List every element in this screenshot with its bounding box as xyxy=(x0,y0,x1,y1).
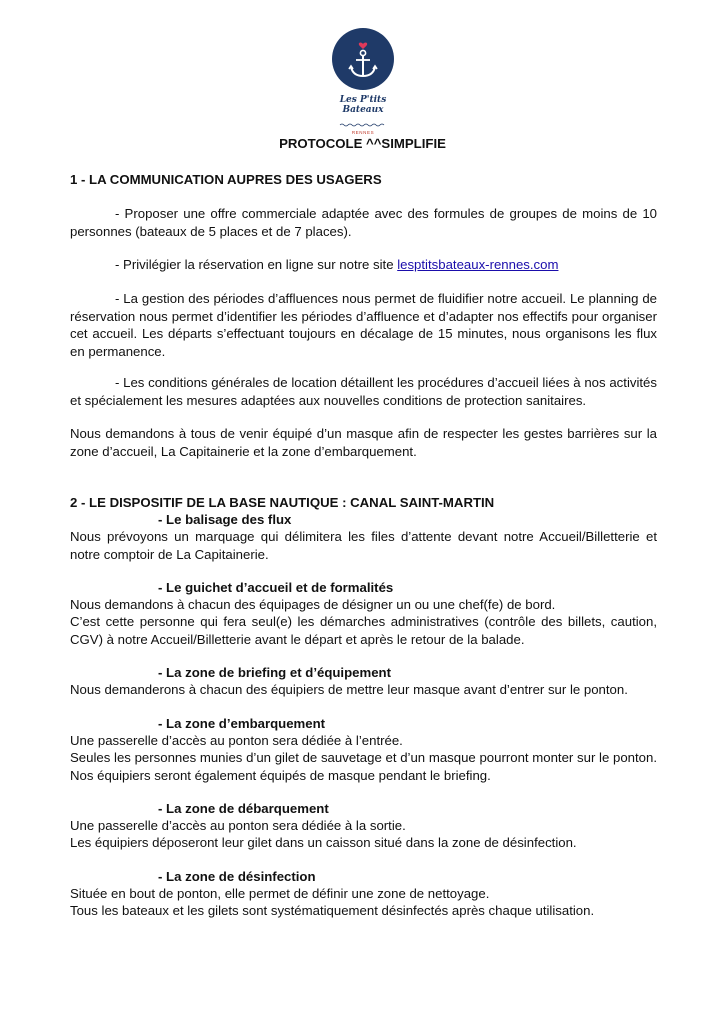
briefing-title: - La zone de briefing et d’équipement xyxy=(158,665,391,680)
logo-wave-icon xyxy=(328,123,398,127)
debarquement-line-1: Une passerelle d’accès au ponton sera dédiée à la sortie. xyxy=(70,818,406,833)
section-1-paragraph-offer: - Proposer une offre commerciale adaptée avec des formules de groupes de moins de 10 personnes (bateaux de 5 places et de 7 places). xyxy=(70,206,657,239)
section-2-heading: 2 - LE DISPOSITIF DE LA BASE NAUTIQUE : CANAL SAINT-MARTIN xyxy=(70,495,495,510)
balisage-title: - Le balisage des flux xyxy=(158,512,292,527)
embarquement-line-1: Une passerelle d’accès au ponton sera dédiée à l’entrée. xyxy=(70,733,403,748)
briefing-text: Nous demanderons à chacun des équipiers de mettre leur masque avant d’entrer sur le ponton. xyxy=(70,682,628,697)
logo-city: RENNES xyxy=(351,130,375,135)
embarquement-title: - La zone d’embarquement xyxy=(158,716,326,731)
section-1-paragraph-affluence: - La gestion des périodes d’affluences nous permet de fluidifier notre accueil. Le planning de réservation nous permet d’identifier les périodes d’affluence et d’adapter nos effectifs pour organiser cet accueil. Les départs s’effectuant toujours en décalage de 15 minutes, nous organisons les flux en permanence. xyxy=(70,291,657,359)
online-booking-text: - Privilégier la réservation en ligne sur notre site xyxy=(115,257,398,272)
desinfection-line-1: Située en bout de ponton, elle permet de définir une zone de nettoyage. xyxy=(70,886,490,901)
section-1-paragraph-online xyxy=(70,256,657,274)
website-link[interactable]: lesptitsbateaux-rennes.com xyxy=(397,257,559,272)
balisage-text: Nous prévoyons un marquage qui délimitera les files d’attente devant notre Accueil/Billetterie et notre comptoir de La Capitainerie. xyxy=(70,529,657,562)
section-1-paragraph-mask: Nous demandons à tous de venir équipé d’un masque afin de respecter les gestes barrières sur la zone d’accueil, La Capitainerie et la zone d’embarquement. xyxy=(70,426,657,459)
guichet-line-2: C’est cette personne qui fera seul(e) les démarches administratives (contrôle des billets, caution, CGV) à notre Accueil/Billetterie avant le départ et après le retour de la balade. xyxy=(70,614,657,647)
guichet-line-1: Nous demandons à chacun des équipages de désigner un ou une chef(fe) de bord. xyxy=(70,597,556,612)
anchor-logo-icon xyxy=(332,28,394,90)
embarquement-line-2: Seules les personnes munies d’un gilet de sauvetage et d’un masque pourront monter sur le ponton. Nos équipiers seront également équipés de masque pendant le briefing. xyxy=(70,750,657,783)
debarquement-title: - La zone de débarquement xyxy=(158,801,329,816)
page-title: PROTOCOLE ^^SIMPLIFIE xyxy=(279,136,446,151)
company-logo xyxy=(328,28,398,136)
section-1-paragraph-conditions: - Les conditions générales de location détaillent les procédures d’accueil liées à nos activités et spécialement les mesures adaptées aux nouvelles conditions de protection sanitaires. xyxy=(70,375,657,408)
debarquement-line-2: Les équipiers déposeront leur gilet dans un caisson situé dans la zone de désinfection. xyxy=(70,835,577,850)
guichet-title: - Le guichet d’accueil et de formalités xyxy=(158,580,394,595)
desinfection-title: - La zone de désinfection xyxy=(158,869,316,884)
logo-name: Les P'tits Bateaux xyxy=(339,95,387,115)
desinfection-line-2: Tous les bateaux et les gilets sont systématiquement désinfectés après chaque utilisation. xyxy=(70,903,595,918)
section-1-heading: 1 - LA COMMUNICATION AUPRES DES USAGERS xyxy=(70,172,382,187)
